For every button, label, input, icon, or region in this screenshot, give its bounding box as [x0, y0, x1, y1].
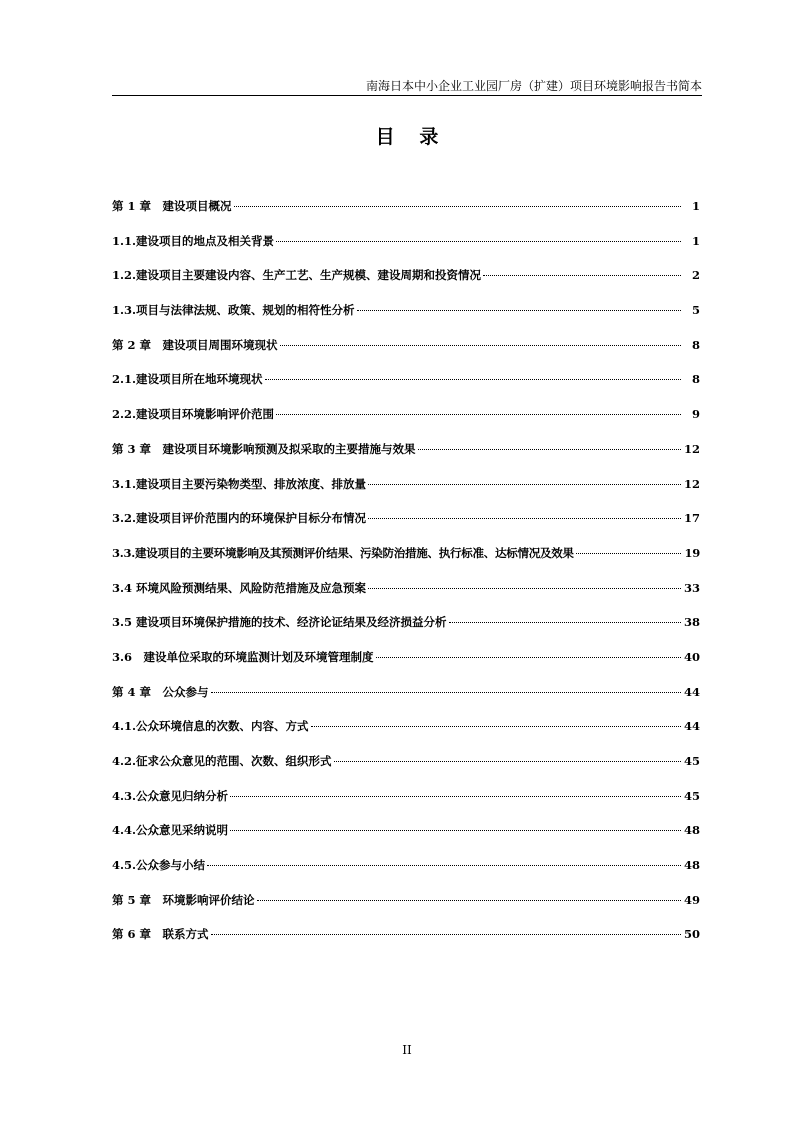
- toc-entry-label: 3.2.建设项目评价范围内的环境保护目标分布情况: [112, 511, 367, 526]
- toc-entry-page: 9: [691, 407, 700, 422]
- running-header: 南海日本中小企业工业园厂房（扩建）项目环境影响报告书简本: [365, 79, 702, 93]
- toc-entry-label: 3.6 建设单位采取的环境监测计划及环境管理制度: [112, 649, 374, 664]
- toc-entry-label: 4.4.公众意见采纳说明: [112, 823, 229, 838]
- toc-entry-label: 3.1.建设项目主要污染物类型、排放浓度、排放量: [112, 476, 367, 491]
- toc-entry-page: 12: [683, 441, 700, 456]
- toc-dot-leader: [234, 206, 681, 207]
- toc-entry-label: 1.3.项目与法律法规、政策、规划的相符性分析: [112, 303, 355, 318]
- toc-entry-page: 50: [683, 927, 700, 942]
- toc-entry[interactable]: [112, 371, 700, 406]
- toc-dot-leader: [207, 865, 681, 866]
- toc-entry-label: 4.3.公众意见归纳分析: [112, 788, 229, 803]
- toc-entry[interactable]: [112, 302, 700, 337]
- toc-entry-label: 3.4 环境风险预测结果、风险防范措施及应急预案: [112, 580, 367, 595]
- toc-dot-leader: [334, 761, 681, 762]
- toc-entry-page: 40: [683, 649, 700, 664]
- toc-entry[interactable]: [112, 233, 700, 268]
- toc-dot-leader: [265, 379, 681, 380]
- toc-entry[interactable]: [112, 926, 700, 961]
- toc-entry-label: 1.1.建设项目的地点及相关背景: [112, 233, 275, 248]
- toc-entry-page: 12: [683, 476, 700, 491]
- toc-entry-page: 49: [683, 892, 700, 907]
- toc-entry-page: 8: [691, 337, 700, 352]
- toc-entry[interactable]: [112, 822, 700, 857]
- toc-entry[interactable]: [112, 649, 700, 684]
- toc-entry-page: 33: [683, 580, 700, 595]
- toc-entry[interactable]: [112, 580, 700, 615]
- toc-dot-leader: [368, 484, 681, 485]
- toc-dot-leader: [357, 310, 681, 311]
- toc-dot-leader: [211, 692, 681, 693]
- toc-entry-label: 3.5 建设项目环境保护措施的技术、经济论证结果及经济损益分析: [112, 615, 447, 630]
- toc-entry-page: 2: [691, 268, 700, 283]
- toc-entry-label: 2.2.建设项目环境影响评价范围: [112, 407, 275, 422]
- toc-entry-label: 第 4 章 公众参与: [112, 684, 209, 699]
- toc-entry-label: 第 1 章 建设项目概况: [112, 199, 232, 213]
- toc-dot-leader: [211, 934, 681, 935]
- toc-entry[interactable]: [112, 857, 700, 892]
- toc-entry-label: 3.3.建设项目的主要环境影响及其预测评价结果、污染防治措施、执行标准、达标情况及效果: [112, 545, 574, 560]
- toc-entry-page: 48: [683, 823, 700, 838]
- table-of-contents: [112, 198, 700, 961]
- toc-entry[interactable]: [112, 614, 700, 649]
- toc-entry-label: 4.2.征求公众意见的范围、次数、组织形式: [112, 754, 332, 768]
- toc-dot-leader: [276, 414, 681, 415]
- toc-entry[interactable]: [112, 718, 700, 753]
- toc-entry[interactable]: [112, 198, 700, 233]
- toc-dot-leader: [311, 726, 681, 727]
- toc-entry-label: 2.1.建设项目所在地环境现状: [112, 372, 263, 387]
- toc-dot-leader: [280, 345, 681, 346]
- toc-entry[interactable]: [112, 441, 700, 476]
- toc-entry-page: 44: [683, 719, 700, 734]
- header-rule: [112, 95, 702, 96]
- toc-entry-page: 45: [683, 788, 700, 803]
- toc-entry[interactable]: [112, 892, 700, 927]
- toc-entry-page: 44: [683, 684, 700, 699]
- toc-entry-label: 1.2.建设项目主要建设内容、生产工艺、生产规模、建设周期和投资情况: [112, 268, 482, 283]
- toc-entry-label: 第 5 章 环境影响评价结论: [112, 892, 255, 907]
- toc-entry-label: 第 3 章 建设项目环境影响预测及拟采取的主要措施与效果: [112, 441, 416, 456]
- toc-entry-page: 48: [683, 858, 700, 873]
- toc-entry-page: 19: [684, 545, 700, 560]
- toc-entry-label: 第 6 章 联系方式: [112, 927, 209, 942]
- toc-dot-leader: [376, 657, 681, 658]
- toc-entry-page: 45: [683, 754, 700, 768]
- toc-title: 目录: [375, 126, 464, 148]
- toc-entry-label: 4.5.公众参与小结: [112, 858, 206, 873]
- toc-entry-page: 1: [691, 233, 700, 248]
- toc-dot-leader: [483, 275, 681, 276]
- toc-dot-leader: [368, 518, 681, 519]
- toc-entry[interactable]: [112, 337, 700, 372]
- toc-entry[interactable]: [112, 267, 700, 302]
- toc-entry[interactable]: [112, 684, 700, 719]
- page-number: II: [402, 1043, 412, 1057]
- toc-entry-page: 1: [691, 199, 700, 213]
- toc-entry[interactable]: [112, 545, 700, 580]
- toc-entry[interactable]: [112, 406, 700, 441]
- toc-entry-page: 8: [691, 372, 700, 387]
- toc-dot-leader: [576, 553, 681, 554]
- toc-entry-label: 4.1.公众环境信息的次数、内容、方式: [112, 719, 309, 734]
- toc-entry[interactable]: [112, 510, 700, 545]
- toc-dot-leader: [230, 796, 681, 797]
- toc-entry-page: 5: [691, 303, 700, 318]
- toc-entry-label: 第 2 章 建设项目周围环境现状: [112, 337, 278, 352]
- toc-dot-leader: [368, 588, 681, 589]
- toc-dot-leader: [230, 830, 681, 831]
- toc-dot-leader: [449, 622, 681, 623]
- toc-entry[interactable]: [112, 753, 700, 788]
- toc-dot-leader: [276, 241, 681, 242]
- toc-entry[interactable]: [112, 476, 700, 511]
- toc-entry-page: 38: [683, 615, 700, 630]
- toc-dot-leader: [257, 900, 681, 901]
- toc-dot-leader: [418, 449, 681, 450]
- toc-entry[interactable]: [112, 788, 700, 823]
- toc-entry-page: 17: [683, 511, 700, 526]
